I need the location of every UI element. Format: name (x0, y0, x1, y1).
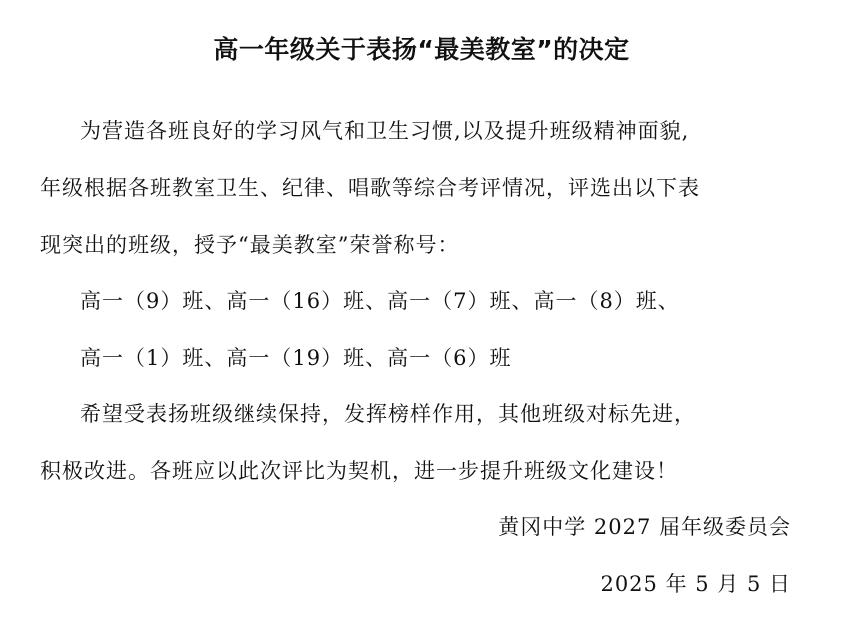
class-list-line2: 高一（1）班、高一（19）班、高一（6）班 (80, 346, 512, 370)
document-title: 高一年级关于表扬“最美教室”的决定 (213, 35, 630, 64)
issue-date: 2025 年 5 月 5 日 (600, 572, 791, 596)
paragraph1-line3: 现突出的班级，授予“最美教室”荣誉称号： (40, 233, 460, 257)
paragraph1-line1: 为营造各班良好的学习风气和卫生习惯,以及提升班级精神面貌, (80, 119, 690, 143)
paragraph1-line2: 年级根据各班教室卫生、纪律、唱歌等综合考评情况，评选出以下表 (40, 176, 700, 200)
paragraph2-line1: 希望受表扬班级继续保持，发挥榜样作用，其他班级对标先进， (80, 402, 696, 426)
class-list-line1: 高一（9）班、高一（16）班、高一（7）班、高一（8）班、 (80, 289, 680, 313)
paragraph2-line2: 积极改进。各班应以此次评比为契机，进一步提升班级文化建设！ (40, 459, 678, 483)
issuer-signature: 黄冈中学 2027 届年级委员会 (498, 515, 791, 539)
